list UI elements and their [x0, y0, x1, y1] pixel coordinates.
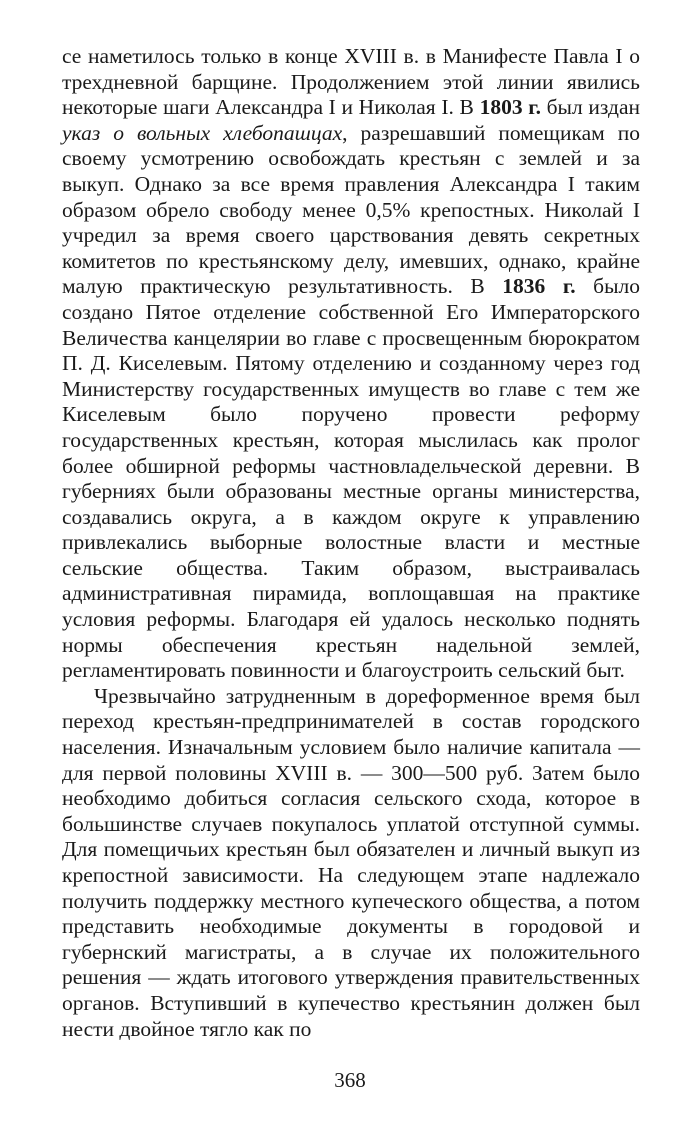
- page-number: 368: [334, 1068, 366, 1092]
- text-run: , разрешавший помещикам по своему усмотрению освобождать крестьян с землей и за выкуп. Однако за все время правления Александра I таким образом обрело свободу менее 0,5% крепостных. Николай I учредил за время своего царствования девять секретных комитетов по крестьянскому делу, имевших, однако, крайне малую практическую результативность. В: [62, 120, 640, 299]
- paragraph-2: [62, 684, 640, 1042]
- page-text: [62, 44, 640, 1042]
- text-run: Чрезвычайно затрудненным в дореформенное время был переход крестьян-предпринимателей в состав городского населения. Изначальным условием было наличие капитала — для первой половины XVIII в. — 300—500 руб. Затем было необходимо добиться согласия сельского схода, которое в большинстве случаев покупалось уплатой отступной суммы. Для помещичьих крестьян был обязателен и личный выкуп из крепостной зависимости. На следующем этапе надлежало получить поддержку местного купеческого общества, а потом представить необходимые документы в городовой и губернский магистраты, а в случае их положительного решения — ждать итогового утверждения правительственных органов. Вступивший в купечество крестьянин должен был нести двойное тягло как по: [62, 683, 640, 1041]
- text-run: был издан: [540, 95, 640, 120]
- italic-decree-title: указ о вольных хлебопашцах: [62, 120, 343, 145]
- paragraph-1: [62, 44, 640, 684]
- bold-year-1803: 1803 г.: [479, 95, 541, 120]
- text-run: се наметилось только в конце XVIII в. в Манифесте Павла I о трехдневной барщине. Продолжением этой линии явились некоторые шаги Александра I и Николая I. В: [62, 44, 640, 120]
- text-run: было создано Пятое отделение собственной Его Императорского Величества канцелярии во главе с просвещенным бюрократом П. Д. Киселевым. Пятому отделению и созданному через год Министерству государственных имуществ во главе с тем же Киселевым было поручено провести реформу государственных крестьян, которая мыслилась как пролог более обширной реформы частновладельческой деревни. В губерниях были образованы местные органы министерства, создавались округа, а в каждом округе к управлению привлекались выборные волостные власти и местные сельские общества. Таким образом, выстраивалась административная пирамида, воплощавшая на практике условия реформы. Благодаря ей удалось несколько поднять нормы обеспечения крестьян надельной землей, регламентировать повинности и благоустроить сельский быт.: [62, 274, 641, 683]
- bold-year-1836: 1836 г.: [502, 274, 576, 299]
